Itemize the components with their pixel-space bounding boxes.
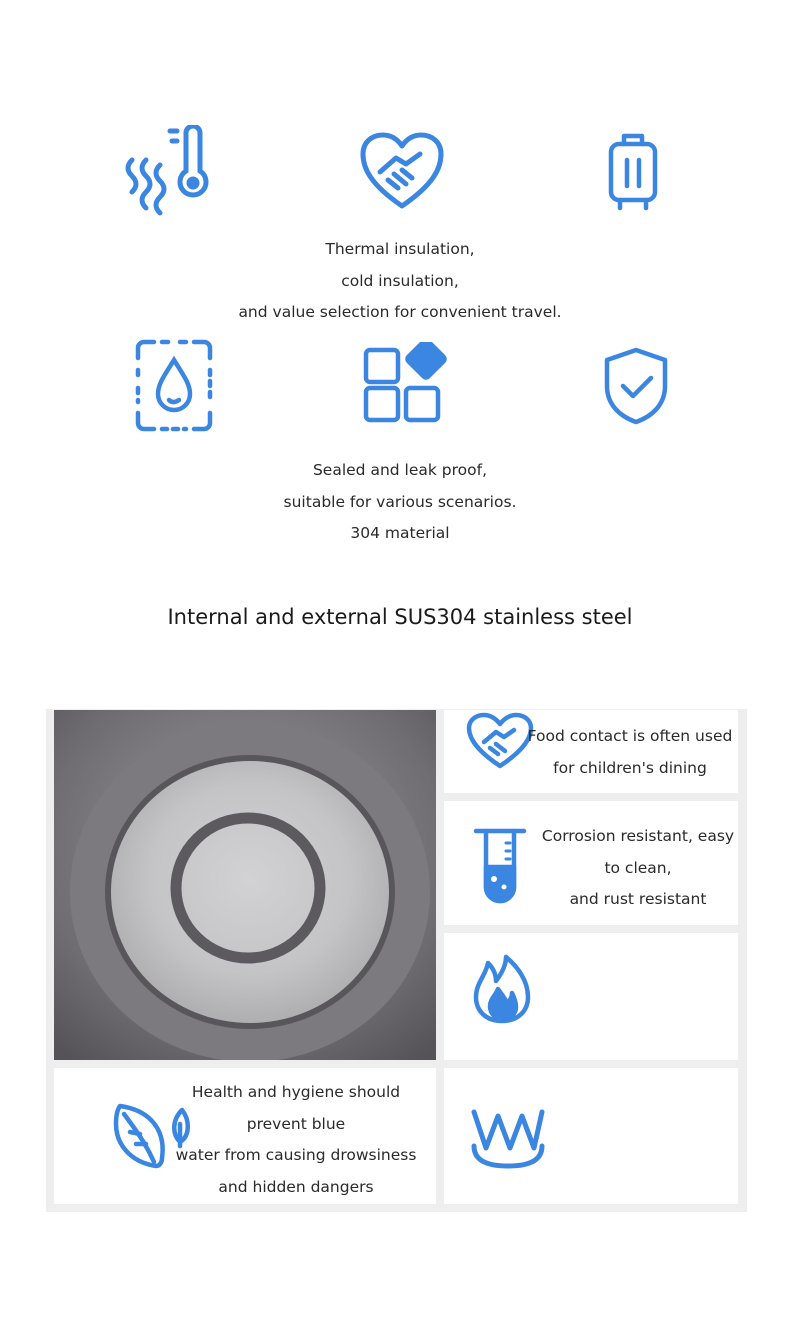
luggage-icon: [608, 132, 658, 212]
blocks-icon: [362, 342, 447, 424]
feature-cell-health: [54, 1068, 436, 1204]
feature-line: and hidden dangers: [218, 1177, 374, 1196]
feature-cell-food: [444, 710, 738, 793]
shield-check-icon: [603, 346, 669, 426]
feature-text-health: [156, 1077, 436, 1203]
caption-line: 304 material: [350, 524, 450, 542]
caption-line: Sealed and leak proof,: [312, 461, 488, 479]
feature-line: Food contact is often used: [527, 727, 733, 745]
thermometer-heat-icon: [120, 125, 210, 220]
section-headline: Internal and external SUS304 stainless steel: [167, 605, 633, 629]
water-drop-icon: [134, 338, 214, 433]
flame-icon: [472, 953, 532, 1025]
caption-insulation: [0, 234, 800, 329]
feature-line: water from causing drowsiness: [175, 1146, 417, 1164]
feature-line: prevent blue: [246, 1114, 346, 1133]
feature-line: Health and hygiene should: [191, 1083, 401, 1101]
feature-line: and rust resistant: [569, 890, 707, 908]
feature-line: Corrosion resistant, easy: [541, 827, 735, 845]
caption-sealed: [0, 455, 800, 550]
caption-line: and value selection for convenient travel.: [238, 303, 562, 321]
feature-text-food: [520, 721, 740, 784]
feature-cell-corrosion: [444, 801, 738, 925]
caption-line: suitable for various scenarios.: [283, 492, 517, 511]
product-photo: [54, 710, 436, 1060]
feature-cell-wave: [444, 1068, 738, 1204]
feature-text-corrosion: [538, 821, 738, 916]
zigzag-bowl-icon: [470, 1108, 546, 1170]
caption-line: cold insulation,: [341, 271, 459, 290]
feature-line: for children's dining: [553, 758, 707, 777]
feature-cell-fire: [444, 933, 738, 1060]
feature-line: to clean,: [604, 858, 672, 877]
caption-line: Thermal insulation,: [325, 240, 475, 258]
test-tube-icon: [472, 827, 528, 905]
heart-handshake-icon: [360, 132, 445, 212]
